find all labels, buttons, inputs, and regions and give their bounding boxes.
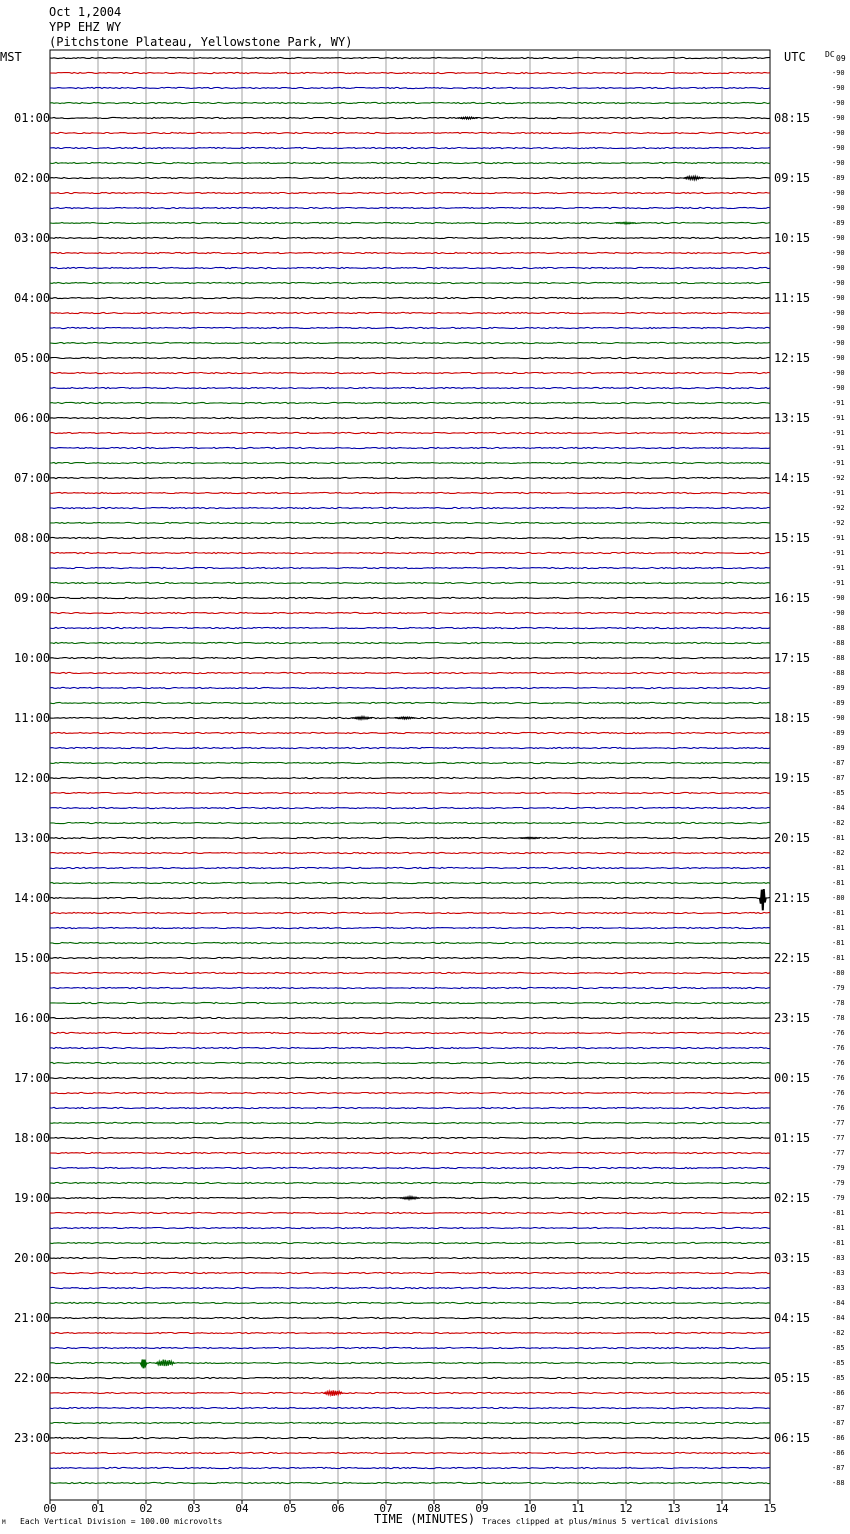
dc-offset-value: -87 [832, 759, 845, 767]
dc-offset-value: -90 [832, 264, 845, 272]
trace-line [50, 162, 770, 163]
dc-label: DC [825, 50, 835, 59]
dc-offset-labels [832, 69, 845, 1487]
trace-line [50, 882, 770, 883]
footer-clip-note: Traces clipped at plus/minus 5 vertical divisions [482, 1517, 719, 1526]
trace-line [50, 462, 770, 463]
left-hour-label: 09:00 [14, 591, 51, 605]
event-burst [352, 717, 372, 720]
left-hour-label: 10:00 [14, 651, 51, 665]
dc-offset-value: -82 [832, 1329, 845, 1337]
dc-offset-value: -90 [832, 294, 845, 302]
dc-header-value: 09 [836, 54, 846, 63]
event-burst [141, 1360, 147, 1369]
dc-offset-value: -89 [832, 729, 845, 737]
dc-offset-value: -88 [832, 654, 845, 662]
trace-line [50, 432, 770, 433]
trace-line [50, 552, 770, 553]
trace-line [50, 1212, 770, 1213]
x-tick-label: 04 [235, 1502, 249, 1515]
right-hour-label: 23:15 [774, 1011, 811, 1025]
left-zone-label: MST [0, 50, 22, 64]
trace-line [50, 1332, 770, 1333]
dc-offset-value: -79 [832, 1179, 845, 1187]
dc-offset-value: -91 [832, 444, 845, 452]
dc-offset-value: -76 [832, 1029, 845, 1037]
trace-line [50, 267, 770, 268]
dc-offset-value: -89 [832, 684, 845, 692]
left-hour-label: 16:00 [14, 1011, 51, 1025]
left-hour-label: 05:00 [14, 351, 51, 365]
x-tick-label: 15 [763, 1502, 777, 1515]
dc-offset-value: -90 [832, 369, 845, 377]
trace-line [50, 492, 770, 493]
trace-line [50, 597, 770, 598]
dc-offset-value: -90 [832, 234, 845, 242]
trace-line [50, 57, 770, 58]
dc-offset-value: -87 [832, 774, 845, 782]
trace-line [50, 1017, 770, 1018]
dc-offset-value: -76 [832, 1044, 845, 1052]
x-tick-label: 05 [283, 1502, 297, 1515]
dc-offset-value: -90 [832, 594, 845, 602]
dc-offset-value: -81 [832, 939, 845, 947]
trace-line [50, 102, 770, 103]
trace-line [50, 282, 770, 283]
trace-line [50, 537, 770, 538]
dc-offset-value: -91 [832, 579, 845, 587]
right-hour-label: 08:15 [774, 111, 811, 125]
trace-line [50, 1092, 770, 1093]
trace-line [50, 807, 770, 808]
dc-offset-value: -84 [832, 804, 845, 812]
dc-offset-value: -89 [832, 744, 845, 752]
right-hour-label: 21:15 [774, 891, 811, 905]
trace-line [50, 582, 770, 583]
dc-offset-value: -90 [832, 69, 845, 77]
dc-offset-value: -78 [832, 1014, 845, 1022]
x-tick-label: 13 [667, 1502, 681, 1515]
trace-line [50, 87, 770, 88]
event-burst [400, 1197, 420, 1200]
dc-offset-value: -91 [832, 459, 845, 467]
left-hour-label: 17:00 [14, 1071, 51, 1085]
right-hour-label: 03:15 [774, 1251, 811, 1265]
trace-line [50, 687, 770, 688]
dc-offset-value: -90 [832, 84, 845, 92]
trace-line [50, 642, 770, 643]
trace-line [50, 1077, 770, 1078]
trace-line [50, 1407, 770, 1408]
right-hour-label: 09:15 [774, 171, 811, 185]
left-hour-label: 21:00 [14, 1311, 51, 1325]
right-hour-label: 20:15 [774, 831, 811, 845]
event-burst [323, 1390, 343, 1396]
right-hour-label: 13:15 [774, 411, 811, 425]
dc-offset-value: -91 [832, 414, 845, 422]
dc-offset-value: -90 [832, 99, 845, 107]
trace-line [50, 357, 770, 358]
trace-line [50, 627, 770, 628]
dc-offset-value: -76 [832, 1104, 845, 1112]
dc-offset-value: -92 [832, 519, 845, 527]
trace-line [50, 372, 770, 373]
right-hour-label: 16:15 [774, 591, 811, 605]
x-tick-label: 01 [91, 1502, 105, 1515]
trace-line [50, 1122, 770, 1123]
trace-line [50, 957, 770, 958]
dc-offset-value: -90 [832, 714, 845, 722]
dc-offset-value: -82 [832, 819, 845, 827]
trace-line [50, 252, 770, 253]
dc-offset-value: -80 [832, 894, 845, 902]
trace-line [50, 192, 770, 193]
trace-line [50, 147, 770, 148]
dc-offset-value: -90 [832, 609, 845, 617]
trace-line [50, 972, 770, 973]
x-tick-label: 12 [619, 1502, 633, 1515]
right-hour-label: 17:15 [774, 651, 811, 665]
dc-offset-value: -92 [832, 504, 845, 512]
dc-offset-value: -84 [832, 1299, 845, 1307]
seismic-traces [50, 57, 770, 1483]
x-tick-label: 14 [715, 1502, 729, 1515]
x-tick-label: 11 [571, 1502, 585, 1515]
trace-line [50, 132, 770, 133]
dc-offset-value: -89 [832, 174, 845, 182]
x-tick-label: 03 [187, 1502, 201, 1515]
dc-offset-value: -81 [832, 834, 845, 842]
footer-scale-note: Each Vertical Division = 100.00 microvolts [20, 1517, 223, 1526]
dc-offset-value: -91 [832, 399, 845, 407]
x-tick-label: 07 [379, 1502, 393, 1515]
trace-line [50, 327, 770, 328]
dc-offset-value: -87 [832, 1419, 845, 1427]
dc-offset-value: -90 [832, 144, 845, 152]
trace-line [50, 1032, 770, 1033]
dc-offset-value: -83 [832, 1254, 845, 1262]
dc-offset-value: -90 [832, 114, 845, 122]
dc-offset-value: -86 [832, 1449, 845, 1457]
right-hour-label: 00:15 [774, 1071, 811, 1085]
trace-line [50, 507, 770, 508]
left-hour-label: 08:00 [14, 531, 51, 545]
trace-line [50, 1257, 770, 1258]
trace-line [50, 1482, 770, 1483]
header-location: (Pitchstone Plateau, Yellowstone Park, WY) [49, 35, 353, 49]
right-hour-label: 15:15 [774, 531, 811, 545]
dc-offset-value: -83 [832, 1284, 845, 1292]
left-hour-label: 14:00 [14, 891, 51, 905]
trace-line [50, 897, 770, 898]
trace-line [50, 117, 770, 118]
dc-offset-value: -81 [832, 954, 845, 962]
trace-line [50, 1392, 770, 1393]
trace-line [50, 1002, 770, 1003]
trace-line [50, 792, 770, 793]
dc-offset-value: -88 [832, 624, 845, 632]
right-hour-label: 10:15 [774, 231, 811, 245]
trace-line [50, 1167, 770, 1168]
dc-offset-value: -87 [832, 1464, 845, 1472]
dc-offset-value: -77 [832, 1134, 845, 1142]
dc-offset-value: -76 [832, 1074, 845, 1082]
right-hour-label: 18:15 [774, 711, 811, 725]
dc-offset-value: -76 [832, 1089, 845, 1097]
event-burst [760, 889, 766, 910]
left-hour-label: 20:00 [14, 1251, 51, 1265]
trace-line [50, 1242, 770, 1243]
left-hour-label: 12:00 [14, 771, 51, 785]
trace-line [50, 402, 770, 403]
dc-offset-value: -76 [832, 1059, 845, 1067]
trace-line [50, 1317, 770, 1318]
dc-offset-value: -79 [832, 1164, 845, 1172]
dc-offset-value: -81 [832, 879, 845, 887]
dc-offset-value: -86 [832, 1434, 845, 1442]
trace-line [50, 297, 770, 298]
trace-line [50, 1467, 770, 1468]
trace-line [50, 522, 770, 523]
trace-line [50, 942, 770, 943]
right-hour-label: 22:15 [774, 951, 811, 965]
trace-line [50, 207, 770, 208]
trace-line [50, 867, 770, 868]
right-hour-label: 19:15 [774, 771, 811, 785]
dc-offset-value: -89 [832, 699, 845, 707]
trace-line [50, 987, 770, 988]
left-hour-label: 23:00 [14, 1431, 51, 1445]
trace-line [50, 732, 770, 733]
dc-offset-value: -91 [832, 564, 845, 572]
trace-line [50, 342, 770, 343]
trace-line [50, 417, 770, 418]
header-station: YPP EHZ WY [49, 20, 122, 34]
trace-line [50, 762, 770, 763]
dc-offset-value: -77 [832, 1149, 845, 1157]
seismic-events [141, 117, 766, 1396]
left-hour-label: 03:00 [14, 231, 51, 245]
right-hour-label: 14:15 [774, 471, 811, 485]
trace-line [50, 1437, 770, 1438]
trace-line [50, 777, 770, 778]
trace-line [50, 177, 770, 178]
dc-offset-value: -88 [832, 1479, 845, 1487]
trace-line [50, 657, 770, 658]
right-hour-label: 02:15 [774, 1191, 811, 1205]
right-zone-label: UTC [784, 50, 806, 64]
right-hour-label: 04:15 [774, 1311, 811, 1325]
left-hour-label: 01:00 [14, 111, 51, 125]
trace-line [50, 822, 770, 823]
trace-line [50, 1272, 770, 1273]
trace-line [50, 1377, 770, 1378]
dc-offset-value: -85 [832, 1344, 845, 1352]
trace-line [50, 477, 770, 478]
x-tick-label: 00 [43, 1502, 57, 1515]
trace-line [50, 1047, 770, 1048]
trace-line [50, 1422, 770, 1423]
dc-offset-value: -79 [832, 1194, 845, 1202]
dc-offset-value: -91 [832, 534, 845, 542]
left-hour-label: 11:00 [14, 711, 51, 725]
trace-line [50, 747, 770, 748]
right-hour-label: 11:15 [774, 291, 811, 305]
trace-line [50, 837, 770, 838]
trace-line [50, 1287, 770, 1288]
x-tick-label: 09 [475, 1502, 489, 1515]
trace-line [50, 1152, 770, 1153]
dc-offset-value: -90 [832, 324, 845, 332]
trace-line [50, 927, 770, 928]
trace-line [50, 1107, 770, 1108]
trace-line [50, 612, 770, 613]
dc-offset-value: -91 [832, 549, 845, 557]
dc-offset-value: -90 [832, 354, 845, 362]
dc-offset-value: -87 [832, 1404, 845, 1412]
dc-offset-value: -90 [832, 129, 845, 137]
trace-line [50, 672, 770, 673]
trace-line [50, 222, 770, 223]
x-tick-label: 06 [331, 1502, 345, 1515]
trace-line [50, 387, 770, 388]
x-tick-label: 02 [139, 1502, 153, 1515]
trace-line [50, 1137, 770, 1138]
trace-line [50, 912, 770, 913]
event-burst [683, 176, 703, 179]
dc-offset-value: -83 [832, 1269, 845, 1277]
trace-line [50, 702, 770, 703]
dc-offset-value: -82 [832, 849, 845, 857]
dc-offset-value: -86 [832, 1389, 845, 1397]
dc-offset-value: -81 [832, 909, 845, 917]
right-hour-label: 05:15 [774, 1371, 811, 1385]
trace-line [50, 237, 770, 238]
dc-offset-value: -90 [832, 384, 845, 392]
left-hour-label: 06:00 [14, 411, 51, 425]
left-hour-label: 13:00 [14, 831, 51, 845]
dc-offset-value: -85 [832, 1359, 845, 1367]
x-tick-label: 08 [427, 1502, 441, 1515]
x-axis-label: TIME (MINUTES) [374, 1512, 476, 1526]
dc-offset-value: -85 [832, 789, 845, 797]
left-hour-label: 18:00 [14, 1131, 51, 1145]
dc-offset-value: -88 [832, 669, 845, 677]
trace-line [50, 1227, 770, 1228]
left-hour-label: 15:00 [14, 951, 51, 965]
right-hour-label: 06:15 [774, 1431, 811, 1445]
trace-line [50, 852, 770, 853]
event-burst [155, 1360, 175, 1366]
dc-offset-value: -91 [832, 429, 845, 437]
dc-offset-value: -92 [832, 474, 845, 482]
right-hour-label: 01:15 [774, 1131, 811, 1145]
dc-offset-value: -81 [832, 1239, 845, 1247]
left-hour-label: 22:00 [14, 1371, 51, 1385]
left-hour-label: 07:00 [14, 471, 51, 485]
trace-line [50, 1182, 770, 1183]
dc-offset-value: -81 [832, 864, 845, 872]
trace-line [50, 1062, 770, 1063]
dc-offset-value: -81 [832, 1209, 845, 1217]
header-date: Oct 1,2004 [49, 5, 122, 19]
left-hour-label: 19:00 [14, 1191, 51, 1205]
dc-offset-value: -90 [832, 189, 845, 197]
dc-offset-value: -91 [832, 489, 845, 497]
left-hour-label: 04:00 [14, 291, 51, 305]
trace-line [50, 447, 770, 448]
trace-line [50, 1347, 770, 1348]
dc-offset-value: -81 [832, 924, 845, 932]
trace-line [50, 1452, 770, 1453]
dc-offset-value: -90 [832, 159, 845, 167]
trace-line [50, 567, 770, 568]
dc-offset-value: -84 [832, 1314, 845, 1322]
trace-line [50, 312, 770, 313]
dc-offset-value: -90 [832, 249, 845, 257]
footer-glyph: M [2, 1519, 6, 1526]
dc-offset-value: -88 [832, 639, 845, 647]
trace-line [50, 1302, 770, 1303]
dc-offset-value: -89 [832, 219, 845, 227]
dc-offset-value: -90 [832, 339, 845, 347]
dc-offset-value: -77 [832, 1119, 845, 1127]
left-hour-label: 02:00 [14, 171, 51, 185]
dc-offset-value: -81 [832, 1224, 845, 1232]
dc-offset-value: -80 [832, 969, 845, 977]
right-hour-label: 12:15 [774, 351, 811, 365]
dc-offset-value: -79 [832, 984, 845, 992]
trace-line [50, 72, 770, 73]
dc-offset-value: -85 [832, 1374, 845, 1382]
dc-offset-value: -90 [832, 204, 845, 212]
dc-offset-value: -78 [832, 999, 845, 1007]
dc-offset-value: -90 [832, 279, 845, 287]
x-tick-label: 10 [523, 1502, 537, 1515]
dc-offset-value: -90 [832, 309, 845, 317]
